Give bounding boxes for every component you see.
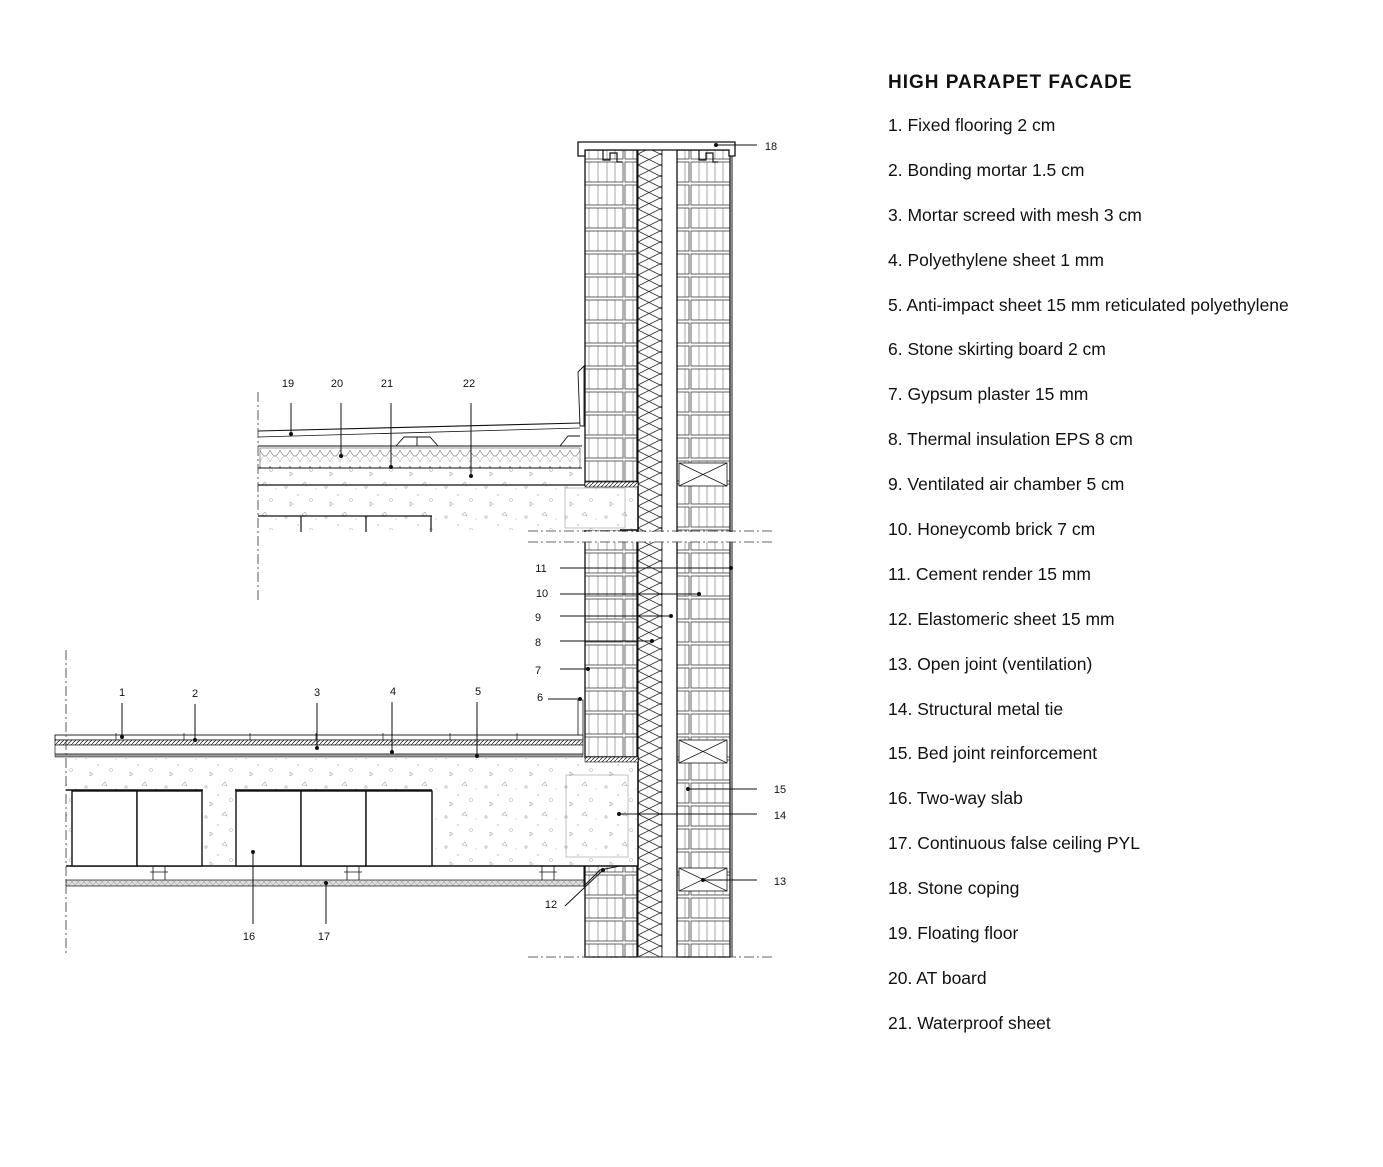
callout-4: 4 <box>389 686 397 698</box>
legend-item: 3. Mortar screed with mesh 3 cm <box>888 204 1142 225</box>
legend-item: 2. Bonding mortar 1.5 cm <box>888 159 1085 180</box>
callout-10: 10 <box>535 588 549 600</box>
callout-6: 6 <box>536 692 544 704</box>
legend-item: 18. Stone coping <box>888 878 1020 899</box>
callout-14: 14 <box>773 810 787 822</box>
legend-item: 4. Polyethylene sheet 1 mm <box>888 249 1104 270</box>
callout-5: 5 <box>474 686 482 698</box>
callout-8: 8 <box>534 637 542 649</box>
callout-2: 2 <box>191 688 199 700</box>
legend-item: 5. Anti-impact sheet 15 mm reticulated polyethylene <box>888 294 1289 315</box>
callout-15: 15 <box>773 784 787 796</box>
legend-item: 12. Elastomeric sheet 15 mm <box>888 608 1115 629</box>
legend-title: HIGH PARAPET FACADE <box>888 72 1133 93</box>
legend-item: 20. AT board <box>888 967 987 988</box>
legend-panel <box>888 68 1368 1057</box>
callout-19: 19 <box>281 378 295 390</box>
legend-item: 10. Honeycomb brick 7 cm <box>888 519 1096 540</box>
callout-12: 12 <box>544 899 558 911</box>
upper-roof-assembly <box>258 366 638 602</box>
legend-item: 16. Two-way slab <box>888 788 1023 809</box>
callout-1: 1 <box>118 687 126 699</box>
callout-20: 20 <box>330 378 344 390</box>
legend-item: 11. Cement render 15 mm <box>888 563 1091 584</box>
callout-11: 11 <box>535 563 547 575</box>
callout-16: 16 <box>242 931 256 943</box>
callout-7: 7 <box>534 665 542 677</box>
callout-22: 22 <box>462 378 476 390</box>
legend-item: 7. Gypsum plaster 15 mm <box>888 384 1089 405</box>
legend-list <box>888 114 1368 1057</box>
legend-item: 8. Thermal insulation EPS 8 cm <box>888 429 1133 450</box>
legend-item: 13. Open joint (ventilation) <box>888 653 1093 674</box>
legend-item: 1. Fixed flooring 2 cm <box>888 115 1056 135</box>
callout-21: 21 <box>380 378 394 390</box>
legend-item: 6. Stone skirting board 2 cm <box>888 339 1106 360</box>
legend-item: 9. Ventilated air chamber 5 cm <box>888 474 1125 495</box>
legend-item: 21. Waterproof sheet <box>888 1012 1051 1033</box>
callout-9: 9 <box>534 612 542 624</box>
legend-item: 15. Bed joint reinforcement <box>888 743 1098 764</box>
callout-18: 18 <box>764 141 778 153</box>
callout-17: 17 <box>317 931 331 943</box>
legend-item: 17. Continuous false ceiling PYL <box>888 833 1140 854</box>
callout-13: 13 <box>773 876 787 888</box>
legend-item: 19. Floating floor <box>888 923 1019 944</box>
callout-3: 3 <box>313 687 321 699</box>
legend-item: 14. Structural metal tie <box>888 698 1064 719</box>
